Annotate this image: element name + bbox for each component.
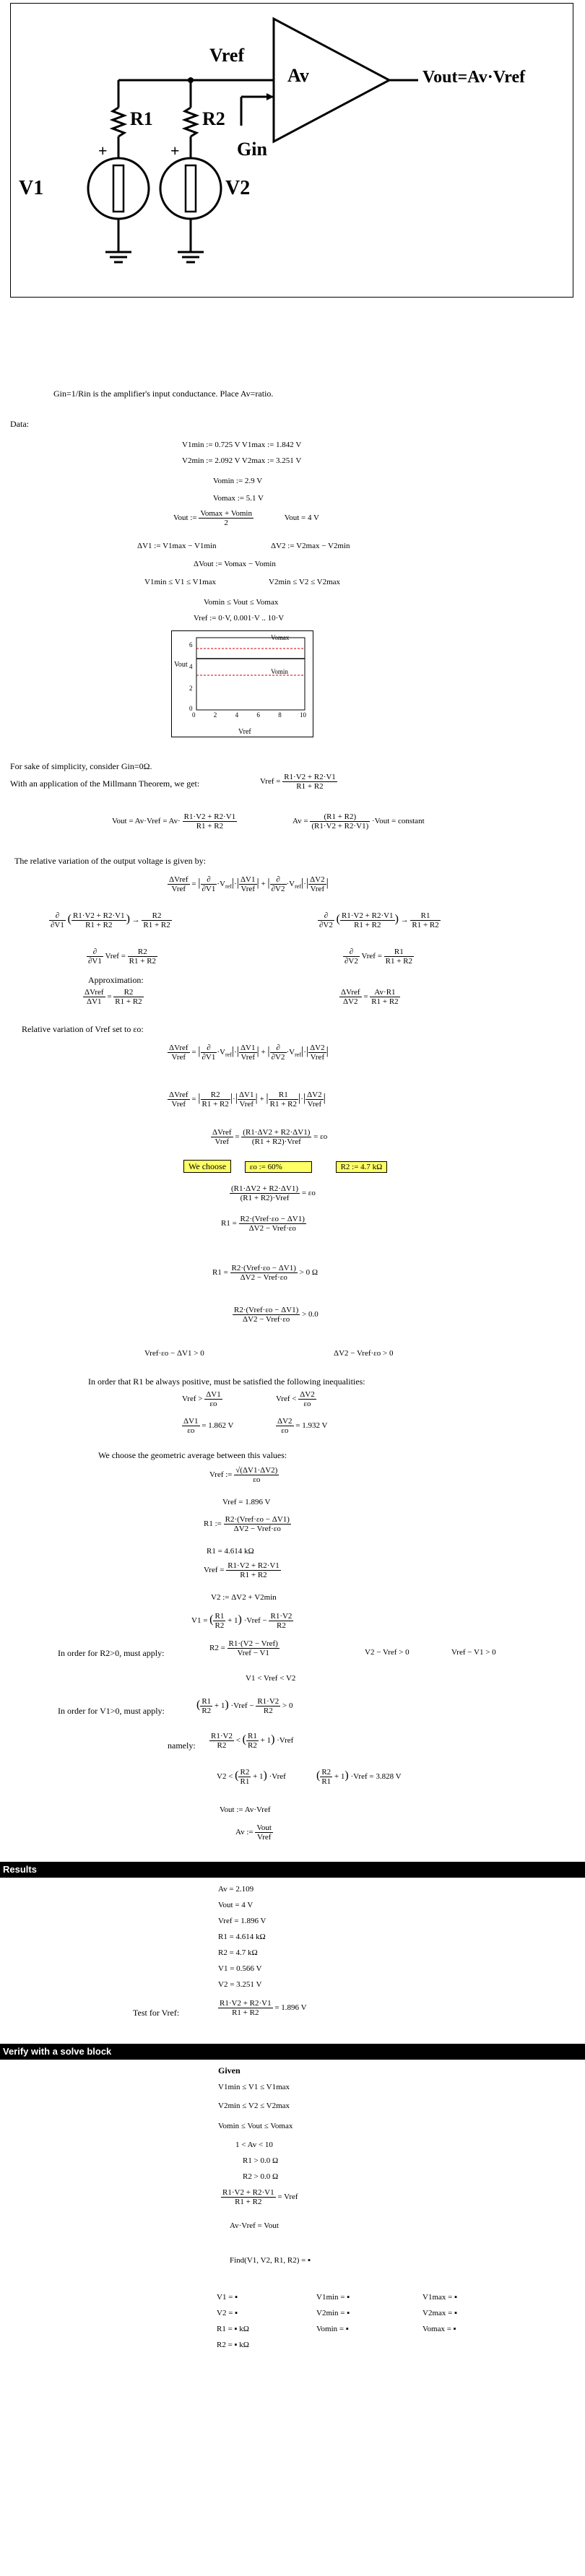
ineq-d: $\frac{\Delta V2}{\varepsilon o}$ = 1.932 V — [277, 1417, 328, 1435]
namely-eq: $\frac{R1\cdot V2}{R2}$ < ( $\frac{R1}{R2}$ + 1) ·Vref — [211, 1732, 294, 1750]
data-line-9: Vomin ≤ Vout ≤ Vomax — [204, 598, 279, 607]
verify-header: Verify with a solve block — [0, 2044, 585, 2060]
verify-x1: V1max = ▪ — [422, 2293, 457, 2302]
eps-eq-3: $\frac{\text{ΔVref}}{\text{Vref}}$ = $\frac{(R1\cdot\Delta V2 + R2\cdot\Delta V1)}{\text{(R1 + R2)·Vref}}$ = εo — [212, 1128, 328, 1146]
data-line-3: Vomin := 2.9 V — [213, 477, 263, 485]
choose-row — [183, 1161, 387, 1172]
r2pos-c2: Vref − V1 > 0 — [451, 1648, 496, 1657]
approx-eq-a: $\frac{\text{ΔVref}}{\Delta V1}$ = $\frac{R2}{R1 + R2}$ — [84, 988, 142, 1006]
eps-eq-5: R1 = $\frac{\text{R2·(Vref·εo − ΔV1)}}{\text{ΔV2 − Vref·εo}}$ — [221, 1215, 305, 1233]
r2pos-c1: V2 − Vref > 0 — [365, 1648, 410, 1657]
circuit-vref-label: Vref — [209, 45, 245, 66]
circuit-v1-label: V1 — [19, 177, 44, 199]
result-item: V2 = 3.251 V — [218, 1980, 262, 1989]
r2-value-box: R2 := 4.7 kΩ — [336, 1161, 388, 1173]
test-eq: $\frac{R1\cdot V2 + R2\cdot V1}{R1 + R2}$ = 1.896 V — [220, 1999, 307, 2017]
r2pos-text: In order for R2>0, must apply: — [58, 1648, 165, 1658]
verify-r1: V1 = ▪ — [217, 2293, 238, 2302]
plot-ytick: 2 — [189, 685, 193, 692]
result-item: Av = 2.109 — [218, 1885, 254, 1894]
v1-source — [88, 158, 149, 219]
plot-xtick: 8 — [278, 711, 282, 719]
circuit-gin-label: Gin — [237, 139, 267, 160]
millmann-eq-a: Vref = $\frac{R1\cdot V2 + R2\cdot V1}{R1 + R2}$ — [260, 773, 336, 791]
plot-x-label: Vref — [238, 728, 251, 736]
data-line-7: ΔVout := Vomax − Vomin — [194, 560, 276, 568]
data-line-2: V2min := 2.092 V V2max := 3.251 V — [182, 456, 302, 465]
intro-text: Gin=1/Rin is the amplifier's input conductance. Place Av=ratio. — [53, 389, 274, 399]
geo-c: R1 := $\frac{\text{R2·(Vref·εo − ΔV1)}}{\text{ΔV2 − Vref·εo}}$ — [204, 1515, 290, 1533]
plot-xticks — [192, 711, 306, 720]
relvar-eq-main: $\frac{\text{ΔVref}}{\text{Vref}}$ = | $\frac{\partial}{\partial V1}$ $\cdot V_{ref}|\cdot|$ $\frac{\Delta V1}{\text{Vref}}$ | + | $\frac{\partial}{\partial V2}$ $\cdot V_{ref}|\cdot|$ $\frac{\Delta V2}{\text{Vref}}$ | — [169, 875, 329, 893]
circuit-plus-v2: + — [170, 142, 180, 160]
data-label: Data: — [10, 419, 29, 429]
av-eq: Av := $\frac{\text{Vout}}{\text{Vref}}$ — [235, 1823, 272, 1842]
results-header: Results — [0, 1862, 585, 1878]
plot-xtick: 10 — [299, 711, 306, 719]
verify-m2: V2min = ▪ — [316, 2309, 350, 2317]
geo-f: V2 := ΔV2 + V2min — [211, 1593, 277, 1602]
v1pos-eq: ( $\frac{R1}{R2}$ + 1) ·Vref − $\frac{R1\cdot V2}{R2}$ > 0 — [196, 1697, 293, 1715]
plot-xtick: 2 — [213, 711, 217, 719]
verify-g1: V1min ≤ V1 ≤ V1max — [218, 2083, 290, 2091]
data-line-5: Vout := $\frac{Vomax + Vomin}{2}$ Vout = 4 V — [173, 509, 319, 527]
relvar-partial-1: $\frac{\partial}{\partial V1}$ ( $\frac{R1\cdot V2 + R2\cdot V1}{R1 + R2}$ ) → $\frac{R2}{R1 + R2}$ — [51, 911, 170, 929]
plot-y-label: Vout — [174, 661, 188, 669]
ineq-b: Vref < $\frac{\Delta V2}{\varepsilon o}$ — [276, 1390, 315, 1408]
relvar-q2: $\frac{\partial}{\partial V2}$ Vref = $\frac{R1}{R1 + R2}$ — [344, 947, 413, 966]
plot-bottom-label: Vomin — [271, 668, 288, 675]
verify-r3: R1 = ▪ kΩ — [217, 2325, 249, 2333]
verify-x3: Vomax = ▪ — [422, 2325, 456, 2333]
relvar-q1: $\frac{\partial}{\partial V1}$ Vref = $\frac{R2}{R1 + R2}$ — [88, 947, 157, 966]
verify-g7: $\frac{R1\cdot V2 + R2\cdot V1}{R1 + R2}$ = Vref — [222, 2188, 298, 2206]
approx-label: Approximation: — [88, 975, 144, 985]
v1pos-text: In order for V1>0, must apply: — [58, 1706, 165, 1716]
result-item: V1 = 0.566 V — [218, 1964, 262, 1973]
circuit-av-label: Av — [287, 65, 309, 86]
circuit-diagram — [10, 3, 573, 298]
verify-r2: V2 = ▪ — [217, 2309, 238, 2317]
verify-g4: 1 < Av < 10 — [235, 2141, 273, 2149]
plot-top-label: Vomax — [271, 634, 290, 641]
result-item: Vref = 1.896 V — [218, 1917, 266, 1925]
eps-eq-1: $\frac{\text{ΔVref}}{\text{Vref}}$ = | $\frac{\partial}{\partial V1}$ $\cdot V_{ref}|\cdot|$ $\frac{\Delta V1}{\text{Vref}}$ | + | $\frac{\partial}{\partial V2}$ $\cdot V_{ref}|\cdot|$ $\frac{\Delta V2}{\text{Vref}}$ | — [169, 1044, 329, 1062]
geo-b: Vref = 1.896 V — [222, 1498, 271, 1506]
data-line-6a: ΔV1 := V1max − V1min — [137, 542, 217, 550]
plot-xtick: 0 — [192, 711, 196, 719]
verify-find: Find(V1, V2, R1, R2) = ▪ — [230, 2256, 311, 2265]
data-line-1: V1min := 0.725 V V1max := 1.842 V — [182, 441, 302, 449]
plot-ytick: 4 — [189, 663, 193, 670]
verify-x2: V2max = ▪ — [422, 2309, 457, 2317]
eps-eq-8a: Vref·εo − ΔV1 > 0 — [144, 1349, 204, 1358]
data-line-4: Vomax := 5.1 V — [213, 494, 264, 503]
geo-g: V1 = ( $\frac{R1}{R2}$ + 1) ·Vref − $\frac{R1\cdot V2}{R2}$ — [191, 1612, 292, 1630]
circuit-v2-label: V2 — [225, 177, 251, 199]
v1pos-x: ( $\frac{R2}{R1}$ + 1) ·Vref = 3.828 V — [316, 1768, 402, 1786]
choose-label: We choose — [183, 1160, 231, 1173]
eps-eq-2: $\frac{\text{ΔVref}}{\text{Vref}}$ = | $\frac{R2}{R1 + R2}$ |·| $\frac{\Delta V1}{\text{Vref}}$ | + | $\frac{R1}{R1 + R2}$ |·| $\frac{\Delta V2}{\text{Vref}}$ | — [169, 1090, 326, 1109]
r2-resistor — [185, 108, 196, 136]
r2pos-eq: R2 = $\frac{\text{R1·(V2 − Vref)}}{\text{Vref − V1}}$ — [209, 1639, 278, 1657]
verify-m3: Vomin = ▪ — [316, 2325, 349, 2333]
verify-g8: Av·Vref = Vout — [230, 2221, 279, 2230]
verify-g6: R2 > 0.0 Ω — [243, 2172, 279, 2181]
relvar-text: The relative variation of the output voltage is given by: — [14, 856, 206, 866]
millmann-text: With an application of the Millmann Theorem, we get: — [10, 779, 200, 789]
relvar2-text: Relative variation of Vref set to εo: — [22, 1024, 144, 1034]
eps-eq-8b: ΔV2 − Vref·εo > 0 — [334, 1349, 394, 1358]
millmann-eq-c: Av = $\frac{(R1 + R2)}{(R1\cdot V2 + R2\cdot V1)}$ ·Vout = constant — [292, 812, 425, 831]
data-line-6b: ΔV2 := V2max − V2min — [271, 542, 350, 550]
result-item: R1 = 4.614 kΩ — [218, 1933, 266, 1941]
verify-g5: R1 > 0.0 Ω — [243, 2156, 279, 2165]
geo-a: Vref := $\frac{√(\Delta V1\cdot\Delta V2)}{\varepsilon o}$ — [209, 1466, 278, 1484]
eps-eq-7: $\frac{\text{R2·(Vref·εo − ΔV1)}}{\text{ΔV2 − Vref·εo}}$ > 0.0 — [234, 1306, 318, 1324]
circuit-vout-label: Vout=Av·Vref — [422, 68, 526, 87]
v1pos-w: V2 < ( $\frac{R2}{R1}$ + 1) ·Vref — [217, 1768, 286, 1786]
given-label: Given — [218, 2065, 240, 2076]
eps-eq-6: R1 = $\frac{\text{R2·(Vref·εo − ΔV1)}}{\text{ΔV2 − Vref·εo}}$ > 0 Ω — [212, 1264, 318, 1282]
circuit-r2-label: R2 — [202, 108, 225, 129]
plot-ytick: 0 — [189, 705, 193, 712]
vout-eq: Vout := Av·Vref — [220, 1805, 271, 1814]
plot-ytick: 6 — [189, 641, 193, 649]
approx-eq-b: $\frac{\text{ΔVref}}{\Delta V2}$ = $\frac{Av\cdot R1}{R1 + R2}$ — [341, 988, 399, 1006]
geo-e: Vref = $\frac{R1\cdot V2 + R2\cdot V1}{R1 + R2}$ — [204, 1561, 280, 1579]
plot-xtick: 6 — [256, 711, 260, 719]
relvar-partial-2: $\frac{\partial}{\partial V2}$ ( $\frac{R1\cdot V2 + R2\cdot V1}{R1 + R2}$ ) → $\frac{R1}{R1 + R2}$ — [319, 911, 439, 929]
data-line-8a: V1min ≤ V1 ≤ V1max — [144, 578, 217, 586]
positive-text: In order that R1 be always positive, must be satisfied the following inequalities: — [88, 1376, 365, 1387]
verify-m1: V1min = ▪ — [316, 2293, 350, 2302]
namely-label: namely: — [168, 1740, 196, 1751]
r1-resistor — [113, 108, 124, 136]
geo-d: R1 = 4.614 kΩ — [207, 1547, 254, 1556]
circuit-plus-v1: + — [98, 142, 108, 160]
millmann-eq-b: Vout = Av·Vref = Av· $\frac{R1\cdot V2 + R2\cdot V1}{R1 + R2}$ — [112, 812, 236, 831]
data-line-8b: V2min ≤ V2 ≤ V2max — [269, 578, 341, 586]
ineq-a: Vref > $\frac{\Delta V1}{\varepsilon o}$ — [182, 1390, 221, 1408]
ineq-c: $\frac{\Delta V1}{\varepsilon o}$ = 1.862 V — [183, 1417, 234, 1435]
r2pos-c3: V1 < Vref < V2 — [246, 1674, 296, 1683]
verify-g3: Vomin ≤ Vout ≤ Vomax — [218, 2122, 293, 2130]
data-line-10: Vref := 0·V, 0.001·V .. 10·V — [194, 614, 285, 623]
test-label: Test for Vref: — [133, 2008, 180, 2018]
geo-text: We choose the geometric average between this values: — [98, 1450, 287, 1460]
plot-xtick: 4 — [235, 711, 239, 719]
simplicity-text: For sake of simplicity, consider Gin=0Ω. — [10, 761, 152, 771]
verify-r4: R2 = ▪ kΩ — [217, 2341, 249, 2349]
eps-eq-4: $\frac{(R1\cdot\Delta V2 + R2\cdot\Delta V1)}{\text{(R1 + R2)·Vref}}$ = εo — [231, 1184, 316, 1202]
circuit-r1-label: R1 — [130, 108, 153, 129]
verify-g2: V2min ≤ V2 ≤ V2max — [218, 2102, 290, 2110]
v2-source — [160, 158, 221, 219]
result-item: R2 = 4.7 kΩ — [218, 1948, 258, 1957]
eps-value-box: εo := 60% — [245, 1161, 312, 1173]
result-item: Vout = 4 V — [218, 1901, 254, 1909]
